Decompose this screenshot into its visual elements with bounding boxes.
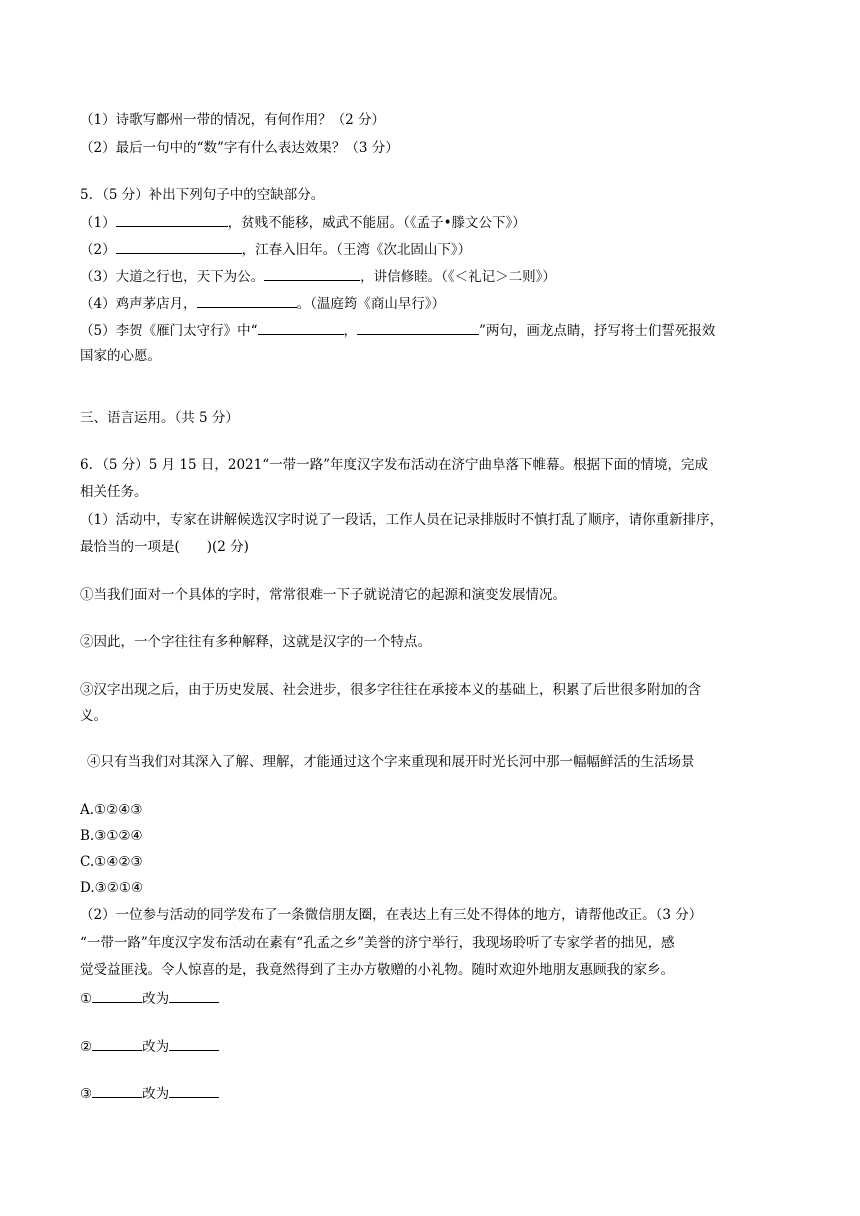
q5-item-4-blank[interactable] <box>197 293 297 308</box>
q6-option-a[interactable]: A.①②④③ <box>80 802 143 818</box>
q5-item-1-suffix: ，贫贱不能移，威武不能屈。（《孟子•滕文公下》） <box>227 215 526 231</box>
q6-fix-2-mid: 改为 <box>142 1039 170 1055</box>
q6-sentence-3-line1: ③汉字出现之后，由于历史发展、社会进步，很多字往往在承接本义的基础上，积累了后世很多附加的含 <box>80 682 701 698</box>
q6-title-line2: 相关任务。 <box>80 484 148 500</box>
q6-sentence-2: ②因此，一个字往往有多种解释，这就是汉字的一个特点。 <box>80 634 431 650</box>
q6-fix-3-num: ③ <box>80 1086 93 1102</box>
q6-passage-line1: “一带一路”年度汉字发布活动在素有“孔孟之乡”美誉的济宁举行，我现场聆听了专家学者的拙见，感 <box>80 935 675 951</box>
q5-item-2 <box>80 239 785 260</box>
q6-fix-1-mid: 改为 <box>142 991 170 1007</box>
q5-item-1 <box>80 212 785 233</box>
q6-fix-2-blank-b[interactable] <box>169 1036 219 1051</box>
q6-fix-1 <box>80 988 785 1009</box>
q5-item-5-continued: 国家的心愿。 <box>80 348 161 364</box>
q5-item-3-prefix: （3）大道之行也，天下为公。 <box>80 269 265 285</box>
q6-fix-2-blank-a[interactable] <box>92 1036 142 1051</box>
q5-item-2-blank[interactable] <box>116 239 242 254</box>
q5-item-5-blank-b[interactable] <box>357 320 479 335</box>
q5-item-3-suffix: ，讲信修睦。（《＜礼记＞二则》） <box>360 269 556 285</box>
q5-item-1-prefix: （1） <box>80 215 116 231</box>
q6-sentence-4: ④只有当我们对其深入了解、理解，才能通过这个字来重现和展开时光长河中那一幅幅鲜活的生活场景 <box>87 754 695 770</box>
q6-fix-1-blank-b[interactable] <box>169 988 219 1003</box>
q6-sub1-line1: （1）活动中，专家在讲解候选汉字时说了一段话，工作人员在记录排版时不慎打乱了顺序，请你重新排序， <box>80 512 724 528</box>
q6-sub1-line2: 最恰当的一项是( )(2 分) <box>80 539 249 555</box>
q6-sentence-1: ①当我们面对一个具体的字时，常常很难一下子就说清它的起源和演变发展情况。 <box>80 587 566 603</box>
q6-fix-1-blank-a[interactable] <box>92 988 142 1003</box>
q5-item-2-prefix: （2） <box>80 242 116 258</box>
q5-item-5-middle: ， <box>343 323 357 339</box>
q6-fix-3-blank-a[interactable] <box>92 1083 142 1098</box>
q6-sentence-3-line2: 义。 <box>80 708 107 724</box>
q4-sub1: （1）诗歌写鄜州一带的情况，有何作用？（2 分） <box>80 112 385 128</box>
q5-item-4 <box>80 293 785 314</box>
q5-item-3-blank[interactable] <box>264 266 360 281</box>
q5-item-2-suffix: ，江春入旧年。（王湾《次北固山下》） <box>241 242 472 258</box>
q5-item-5-blank-a[interactable] <box>258 320 344 335</box>
section-3-heading: 三、语言运用。（共 5 分） <box>80 410 239 426</box>
q5-item-4-prefix: （4）鸡声茅店月， <box>80 296 197 312</box>
q6-option-d[interactable]: D.③②①④ <box>80 880 144 896</box>
q4-sub2: （2）最后一句中的“数”字有什么表达效果？（3 分） <box>80 140 399 156</box>
q6-fix-3-mid: 改为 <box>142 1086 170 1102</box>
q5-item-5-suffix: ”两句，画龙点睛，抒写将士们誓死报效 <box>479 323 716 339</box>
q6-sub2: （2）一位参与活动的同学发布了一条微信朋友圈，在表达上有三处不得体的地方，请帮他改正。（3 分） <box>80 907 703 923</box>
q5-item-3 <box>80 266 785 287</box>
q5-item-1-blank[interactable] <box>116 212 228 227</box>
q6-option-b[interactable]: B.③①②④ <box>80 828 143 844</box>
q5-item-4-suffix: 。（温庭筠《商山早行》） <box>296 296 446 312</box>
q6-fix-2-num: ② <box>80 1039 93 1055</box>
q6-fix-2 <box>80 1036 785 1057</box>
q6-fix-1-num: ① <box>80 991 93 1007</box>
q6-fix-3-blank-b[interactable] <box>169 1083 219 1098</box>
q6-option-c[interactable]: C.①④②③ <box>80 854 143 870</box>
q6-fix-3 <box>80 1083 785 1104</box>
q6-title-line1: 6．（5 分）5 月 15 日，2021“一带一路”年度汉字发布活动在济宁曲阜落下帷幕。根据下面的情境，完成 <box>80 457 709 473</box>
q6-passage-line2: 觉受益匪浅。令人惊喜的是，我竟然得到了主办方敬赠的小礼物。随时欢迎外地朋友惠顾我的家乡。 <box>80 962 674 978</box>
q5-item-5 <box>80 320 785 341</box>
q5-item-5-prefix: （5）李贺《雁门太守行》中“ <box>80 323 258 339</box>
q5-title: 5．（5 分）补出下列句子中的空缺部分。 <box>80 187 325 203</box>
